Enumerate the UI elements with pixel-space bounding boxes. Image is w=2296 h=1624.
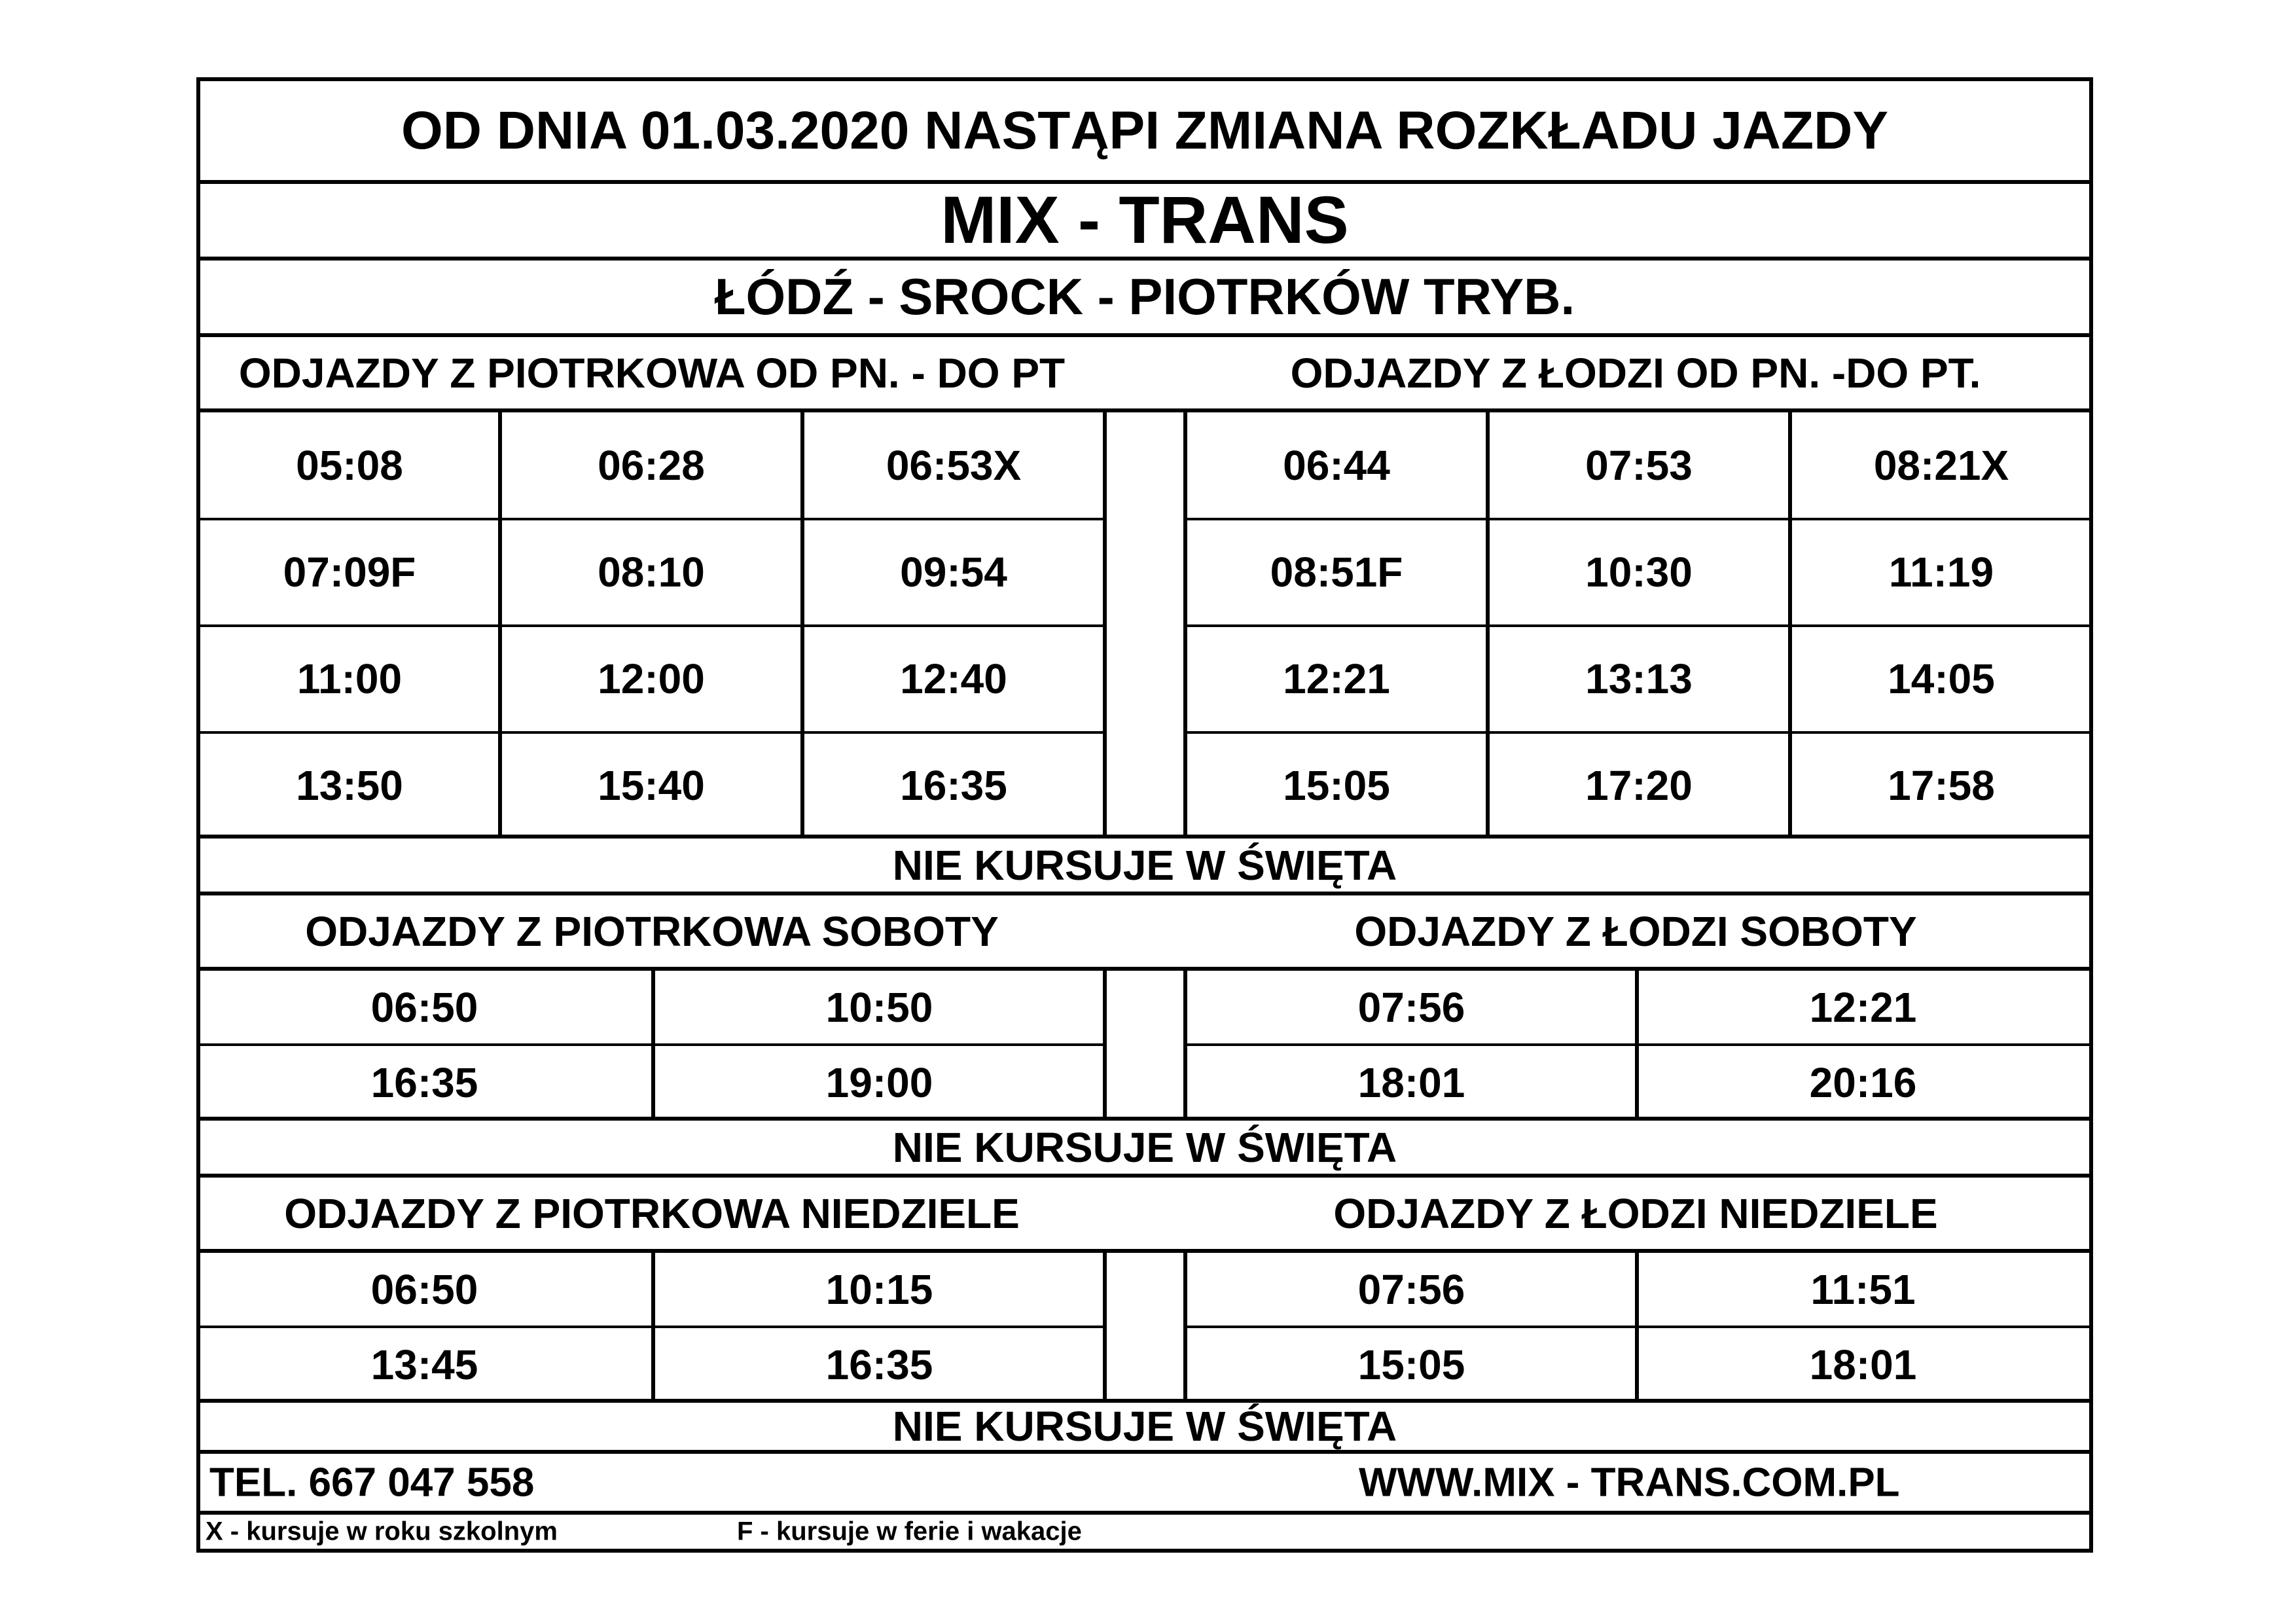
weekday-lodz-departure-time: 08:21X [1873,441,2009,489]
saturday-piotrkow-departure-time: 16:35 [370,1058,478,1106]
weekday-lodz-header [1182,337,2089,408]
weekday-piotrkow-departure-time: 13:50 [296,761,403,809]
weekday-holiday-note-text: NIE KURSUJE W ŚWIĘTA [892,841,1397,889]
sunday-lodz-departure-time: 07:56 [1357,1265,1465,1313]
sunday-piotrkow-departure-time: 10:15 [825,1265,933,1313]
phone-number: TEL. 667 047 558 [209,1460,535,1505]
sunday-holiday-note-text: NIE KURSUJE W ŚWIĘTA [892,1403,1397,1450]
weekday-lodz-departure-time: 14:05 [1888,655,1995,702]
sunday-grid [200,1253,2089,1403]
sunday-lodz-departure-time: 15:05 [1357,1341,1465,1388]
saturday-grid [200,971,2089,1121]
weekday-lodz-departure-time: 10:30 [1585,548,1693,596]
weekday-piotrkow-departure-time: 12:00 [598,655,705,702]
sunday-lodz-header [1182,1178,2089,1249]
weekday-lodz-header-text: ODJAZDY Z ŁODZI OD PN. -DO PT. [1290,349,1981,397]
sunday-piotrkow-departure-time: 16:35 [825,1341,933,1388]
saturday-piotrkow-departure-time: 10:50 [825,983,933,1031]
saturday-lodz-departure-time: 20:16 [1809,1058,1917,1106]
weekday-piotrkow-header-text: ODJAZDY Z PIOTRKOWA OD PN. - DO PT [238,349,1066,397]
saturday-headers [200,895,2089,971]
saturday-piotrkow-departure-time: 19:00 [825,1058,933,1106]
weekday-lodz-departure-time: 17:20 [1585,761,1693,809]
sunday-holiday-note [200,1403,2089,1454]
weekday-piotrkow-departure-time: 11:00 [296,655,403,702]
sunday-headers [200,1178,2089,1253]
company-text: MIX - TRANS [941,183,1349,257]
weekday-lodz-departure-time: 06:44 [1283,441,1390,489]
legend-row [200,1515,2089,1549]
weekday-lodz-departure-time: 11:19 [1888,548,1994,596]
weekday-piotrkow-departure-time: 06:53X [886,441,1022,489]
sunday-lodz-departure-time: 18:01 [1809,1341,1917,1388]
weekday-lodz-departure-time: 13:13 [1585,655,1693,702]
weekday-piotrkow-departure-time: 12:40 [900,655,1007,702]
saturday-holiday-note [200,1121,2089,1178]
sunday-piotrkow-departure-time: 06:50 [370,1265,478,1313]
saturday-piotrkow-departure-time: 06:50 [370,983,478,1031]
contact-row [200,1454,2089,1515]
saturday-lodz-header [1182,895,2089,967]
weekday-piotrkow-departure-time: 05:08 [296,441,403,489]
saturday-lodz-header-text: ODJAZDY Z ŁODZI SOBOTY [1354,907,1917,955]
sunday-piotrkow-departure-time: 13:45 [370,1341,478,1388]
weekday-lodz-departure-time: 07:53 [1585,441,1693,489]
weekday-piotrkow-departure-time: 09:54 [900,548,1007,596]
weekday-holiday-note [200,839,2089,895]
notice-heading [200,81,2089,184]
weekday-lodz-departure-time: 12:21 [1283,655,1390,702]
weekday-piotrkow-departure-time: 07:09F [283,548,416,596]
sunday-lodz-header-text: ODJAZDY Z ŁODZI NIEDZIELE [1333,1189,1938,1237]
legend-f: F - kursuje w ferie i wakacje [737,1517,1082,1546]
company-name [200,184,2089,261]
weekday-piotrkow-departure-time: 16:35 [900,761,1007,809]
saturday-lodz-departure-time: 18:01 [1357,1058,1465,1106]
weekday-lodz-departure-time: 08:51F [1270,548,1403,596]
timetable-sheet [196,77,2093,1553]
saturday-piotrkow-header-text: ODJAZDY Z PIOTRKOWA SOBOTY [305,907,999,955]
weekday-headers [200,337,2089,412]
saturday-lodz-departure-time: 07:56 [1357,983,1465,1031]
saturday-piotrkow-header [200,895,1103,967]
saturday-lodz-departure-time: 12:21 [1809,983,1917,1031]
weekday-piotrkow-departure-time: 15:40 [598,761,705,809]
weekday-lodz-departure-time: 17:58 [1888,761,1995,809]
weekday-piotrkow-departure-time: 08:10 [598,548,705,596]
weekday-piotrkow-header [200,337,1103,408]
route-title [200,261,2089,337]
weekday-grid [200,412,2089,839]
sunday-lodz-departure-time: 11:51 [1810,1265,1916,1313]
website-link[interactable]: WWW.MIX - TRANS.COM.PL [1359,1460,1900,1505]
legend-x: X - kursuje w roku szkolnym [206,1517,558,1546]
weekday-piotrkow-departure-time: 06:28 [598,441,705,489]
grid-line [1103,412,1107,835]
saturday-holiday-note-text: NIE KURSUJE W ŚWIĘTA [892,1123,1397,1171]
sunday-piotrkow-header-text: ODJAZDY Z PIOTRKOWA NIEDZIELE [284,1189,1020,1237]
sunday-piotrkow-header [200,1178,1103,1249]
route-text: ŁÓDŹ - SROCK - PIOTRKÓW TRYB. [714,268,1575,325]
notice-text: OD DNIA 01.03.2020 NASTĄPI ZMIANA ROZKŁADU JAZDY [401,100,1889,160]
weekday-lodz-departure-time: 15:05 [1283,761,1390,809]
